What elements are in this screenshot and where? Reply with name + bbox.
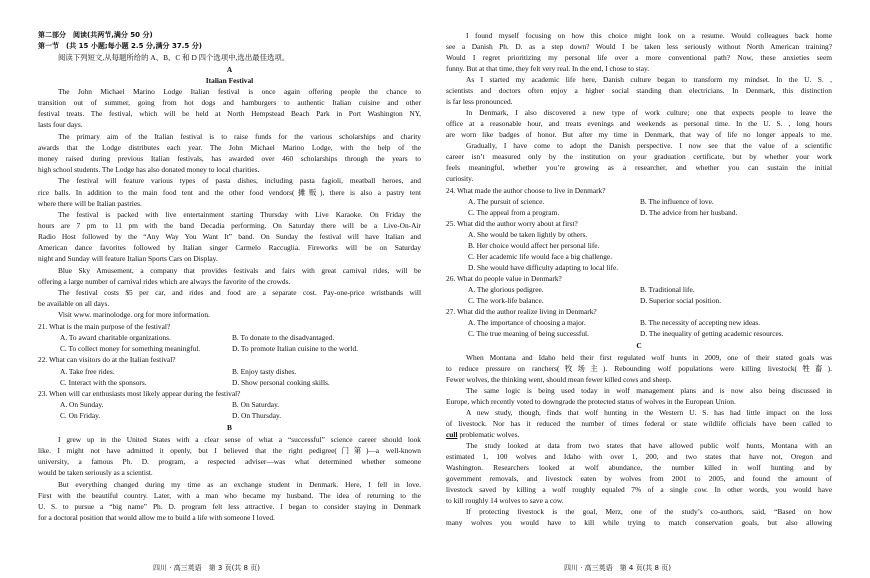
passage-line: many wolves you would have to kill while trying to match conservation goals, but also allowing	[446, 518, 832, 527]
option-b: B. The influence of love.	[640, 197, 714, 206]
passage-line: As I started my academic life here, Danish culture began to transform my mindset. In the U. S. ,	[466, 75, 832, 84]
option-a: A. The glorious pedigree.	[468, 285, 544, 294]
passage-line: hours are 7 pm to 11 pm with the band Decadia performing. On Saturday there will be a Live-On-Air	[38, 221, 421, 230]
option-b: B. Her choice would affect her personal life.	[468, 241, 600, 250]
passage-line: is far less pronounced.	[446, 97, 513, 106]
passage-line: feels meaningful, whether you’re growing as a researcher, and whether you can sustain the initial	[446, 163, 832, 172]
option-c: C. To collect money for something meaningful.	[60, 344, 201, 353]
passage-line: The festival costs $5 per car, and rides and food are a separate cost. Pay-one-price wristbands will	[58, 288, 421, 297]
passage-line: funny. But at that time, they felt very real. In the end, I chose to stay.	[446, 64, 650, 73]
passage-line: to kill roughly 14 wolves to save a cow.	[446, 496, 564, 505]
q22-options	[38, 377, 421, 388]
option-b: B. On Saturday.	[232, 400, 280, 409]
passage-c-letter: C	[636, 341, 642, 350]
passage-line: awards that the Lodge distributes each year. The John Michael Marino Lodge, with the help of the	[38, 143, 421, 152]
passage-a-title: Italian Festival	[205, 76, 254, 85]
option-a: A. To award charitable organizations.	[60, 333, 171, 342]
passage-line: transition out of summer, going from hot dogs and hamburgers to authentic Italian cuisine and other	[38, 98, 421, 107]
q25-option-d	[446, 262, 832, 273]
option-c: C. Her academic life would face a big challenge.	[468, 252, 613, 261]
passage-line: I grew up in the United States with a clear sense of what a “successful” science career should look	[58, 435, 421, 444]
passage-line: lasts four days.	[38, 120, 83, 129]
q25-option-b	[446, 240, 832, 251]
passage-line: where there will be Italian pastries.	[38, 199, 142, 208]
passage-line: be available on all days.	[38, 299, 110, 308]
option-d: D. The advice from her husband.	[640, 208, 738, 217]
passage-line: Fewer wolves, the thinking went, should mean fewer killed cows and sheep.	[446, 375, 672, 384]
q23-options	[38, 399, 421, 410]
passage-line: A new study, though, finds that wolf hunting in the Western U. S. has had little impact on the loss	[466, 408, 832, 417]
question-22: 22. What can visitors do at the Italian festival?	[38, 355, 176, 364]
passage-line: U. S. to pursue a “big name” Ph. D. program felt less attractive. I began to consider staying in Denmark	[38, 502, 421, 511]
option-b: B. The necessity of accepting new ideas.	[640, 318, 761, 327]
passage-line: Visit www. marinolodge. org for more information.	[58, 310, 210, 319]
question-26: 26. What do people value in Denmark?	[446, 274, 562, 283]
passage-line: for a doctoral position that would allow me to build a life with someone I loved.	[38, 513, 275, 522]
passage-line: festival treats. The festival, which will be held at North Hempstead Beach Park in Port Washington NY,	[38, 109, 421, 118]
passage-line: Radio Host followed by the “Any Way You Want It” band. On Sunday the festival will have Italian and	[38, 232, 421, 241]
passage-line: Gradually, I have come to adopt the Danish perspective. I now see that the value of a scientific	[466, 141, 832, 150]
option-c: C. The work-life balance.	[468, 296, 544, 305]
passage-line: American dance favorites followed by Italian singer Carmelo Raccuglia. Fireworks will be on Saturday	[38, 243, 421, 252]
option-a: A. The importance of choosing a major.	[468, 318, 586, 327]
q23-options	[38, 410, 421, 421]
option-b: B. To donate to the disadvantaged.	[232, 333, 335, 342]
passage-line: If protecting livestock is the goal, Merz, one of the study’s co-authors, said, “Based on how	[466, 507, 832, 516]
passage-line: curiosity.	[446, 174, 474, 183]
option-a: A. On Sunday.	[60, 400, 104, 409]
question-27: 27. What did the author realize living in Denmark?	[446, 307, 597, 316]
passage-line: are worn like badges of honor. But after my time in Denmark, that way of life no longer appeals to me.	[446, 130, 832, 139]
passage-line: Would I regret prioritizing my personal life over a more conventional path? Now, these anxieties seem	[446, 53, 832, 62]
option-a: A. The pursuit of science.	[468, 197, 545, 206]
passage-line: The same logic is being used today in wolf management plans and is now also being discussed in	[466, 386, 832, 395]
passage-line: I found myself focusing on how this choice might look on a resume. Would colleagues back home	[466, 31, 832, 40]
passage-line: would be taken seriously as a scientist.	[38, 468, 153, 477]
q25-option-c	[446, 251, 832, 262]
q24-options	[446, 196, 832, 207]
passage-line-text: problematic wolves.	[459, 430, 520, 439]
page-footer: 四川 · 高三英语 第 4 页(共 8 页)	[564, 564, 671, 572]
option-d: D. She would have difficulty adapting to local life.	[468, 263, 619, 272]
passage-line: Europe, which recently voted to downgrade the protected status of wolves in the European Union.	[446, 397, 736, 406]
passage-line: money raised during previous Italian festivals, has awarded over 460 scholarships through the years to	[38, 154, 421, 163]
left-page	[38, 0, 421, 578]
page-footer: 四川 · 高三英语 第 3 页(共 8 页)	[153, 564, 260, 572]
option-a: A. Take free rides.	[60, 367, 115, 376]
passage-line: offering a large number of carnival rides which are always the favorite of the crowds.	[38, 277, 291, 286]
option-d: D. On Thursday.	[232, 411, 282, 420]
q27-options	[446, 328, 832, 339]
passage-line: office at a reasonable hour, and treats evenings and weekends as personal time. In the U. S. , long hours	[446, 119, 832, 128]
section-heading: 第一节 (共 15 小题;每小题 2.5 分,满分 37.5 分)	[38, 42, 202, 50]
option-c: C. The true meaning of being successful.	[468, 329, 589, 338]
option-c: C. On Friday.	[60, 411, 101, 420]
passage-line: night and Sunday will feature Italian Sports Cars on Display.	[38, 254, 218, 263]
option-d: D. Superior social position.	[640, 296, 722, 305]
passage-line: rice balls. In addition to the main food tent and the other food vendors(摊贩), there is also a pastry tent	[38, 188, 421, 197]
q21-options	[38, 343, 421, 354]
option-d: D. The inequality of getting academic resources.	[640, 329, 784, 338]
passage-line: see a Danish Ph. D. as a step down? Would I be taken less seriously without North American training?	[446, 42, 832, 51]
option-c: C. The appeal from a program.	[468, 208, 560, 217]
option-c: C. Interact with the sponsors.	[60, 378, 147, 387]
passage-line: In Denmark, I also discovered a new type of work culture; one that expects people to leave the	[466, 108, 832, 117]
passage-b-letter: B	[227, 423, 232, 432]
passage-line: Blue Sky Amusement, a company that provides festivals and fairs with great carnival rides, will be	[58, 266, 421, 275]
option-b: B. Traditional life.	[640, 285, 695, 294]
passage-line: livestock saved by killing a wolf roughly equaled 7% of a single cow. In other words, you would have	[446, 485, 832, 494]
q21-options	[38, 332, 421, 343]
passage-line: The festival is packed with live entertainment starting Thursday with Live Karaoke. On Friday the	[58, 210, 421, 219]
q26-options	[446, 284, 832, 295]
passage-line: But everything changed during my time as an exchange student in Denmark. Here, I fell in love.	[58, 480, 421, 489]
q26-options	[446, 295, 832, 306]
passage-line: The festival will feature various types of pasta dishes, including pasta fagioli, meatball heroes, and	[58, 176, 421, 185]
option-a: A. She would be taken lightly by others.	[468, 230, 588, 239]
question-21: 21. What is the main purpose of the festival?	[38, 322, 171, 331]
question-24: 24. What made the author choose to live in Denmark?	[446, 186, 606, 195]
right-page	[446, 0, 832, 578]
passage-line: Washington. Researchers looked at wolf abundance, the number killed in wolf hunting and by	[446, 463, 832, 472]
passage-line: like. I might not have admitted it openly, but I believed that the right pedigree(门第)—a well-known	[38, 446, 421, 455]
passage-line: First with the beautiful country. Later, with a man who became my husband. The idea of returning to the	[38, 491, 421, 500]
instruction: 阅读下列短文,从每题所给的 A、B、C 和 D 四个选项中,选出最佳选项。	[58, 53, 290, 62]
passage-line: When Montana and Idaho held their first regulated wolf hunts in 2009, one of their stated goals was	[466, 353, 832, 362]
question-23: 23. When will car enthusiasts most likely appear during the festival?	[38, 389, 241, 398]
passage-line: The primary aim of the Italian festival is to raise funds for the various scholarships and charity	[58, 132, 421, 141]
passage-line: estimated 1, 100 wolves and Idaho with over 1, 200, and two states that have not, Oregon and	[446, 452, 832, 461]
passage-line: The study looked at data from two states that have allowed public wolf hunts, Montana with an	[466, 441, 832, 450]
passage-line: government removals, and livestock eaten by wolves from 2001 to 2005, and found the amount of	[446, 474, 832, 483]
passage-line: of livestock. Nor has it reduced the number of times federal or state wildlife officials have been called to	[446, 419, 832, 428]
option-d: D. Show personal cooking skills.	[232, 378, 330, 387]
option-b: B. Enjoy tasty dishes.	[232, 367, 297, 376]
passage-line: to reduce pressure on ranchers(牧场主). Rebounding wolf populations were killing livestock(牲畜).	[446, 364, 832, 373]
passage-line: career isn’t measured only by the institution on your graduation certificate, but by whether your work	[446, 152, 832, 161]
option-d: D. To promote Italian cuisine to the world.	[232, 344, 358, 353]
passage-line: high school students. The Lodge has also donated money to local charities.	[38, 165, 260, 174]
q27-options	[446, 317, 832, 328]
passage-line: The John Michael Marino Lodge Italian festival is once again offering people the chance to	[58, 87, 421, 96]
passage-line: scientists and doctors often enjoy a higher social standing than electricians. In Denmark, this distinction	[446, 86, 832, 95]
passage-a-letter: A	[226, 65, 233, 74]
q22-options	[38, 366, 421, 377]
q24-options	[446, 207, 832, 218]
question-25: 25. What did the author worry about at first?	[446, 219, 578, 228]
passage-line-cull	[446, 429, 832, 440]
passage-line: university, a famous Ph. D. program, a respected adviser—was what determined whether someone	[38, 457, 421, 466]
underlined-word: cull	[446, 430, 458, 439]
q25-option-a	[446, 229, 832, 240]
part-heading: 第二部分 阅读(共两节,满分 50 分)	[38, 31, 153, 39]
